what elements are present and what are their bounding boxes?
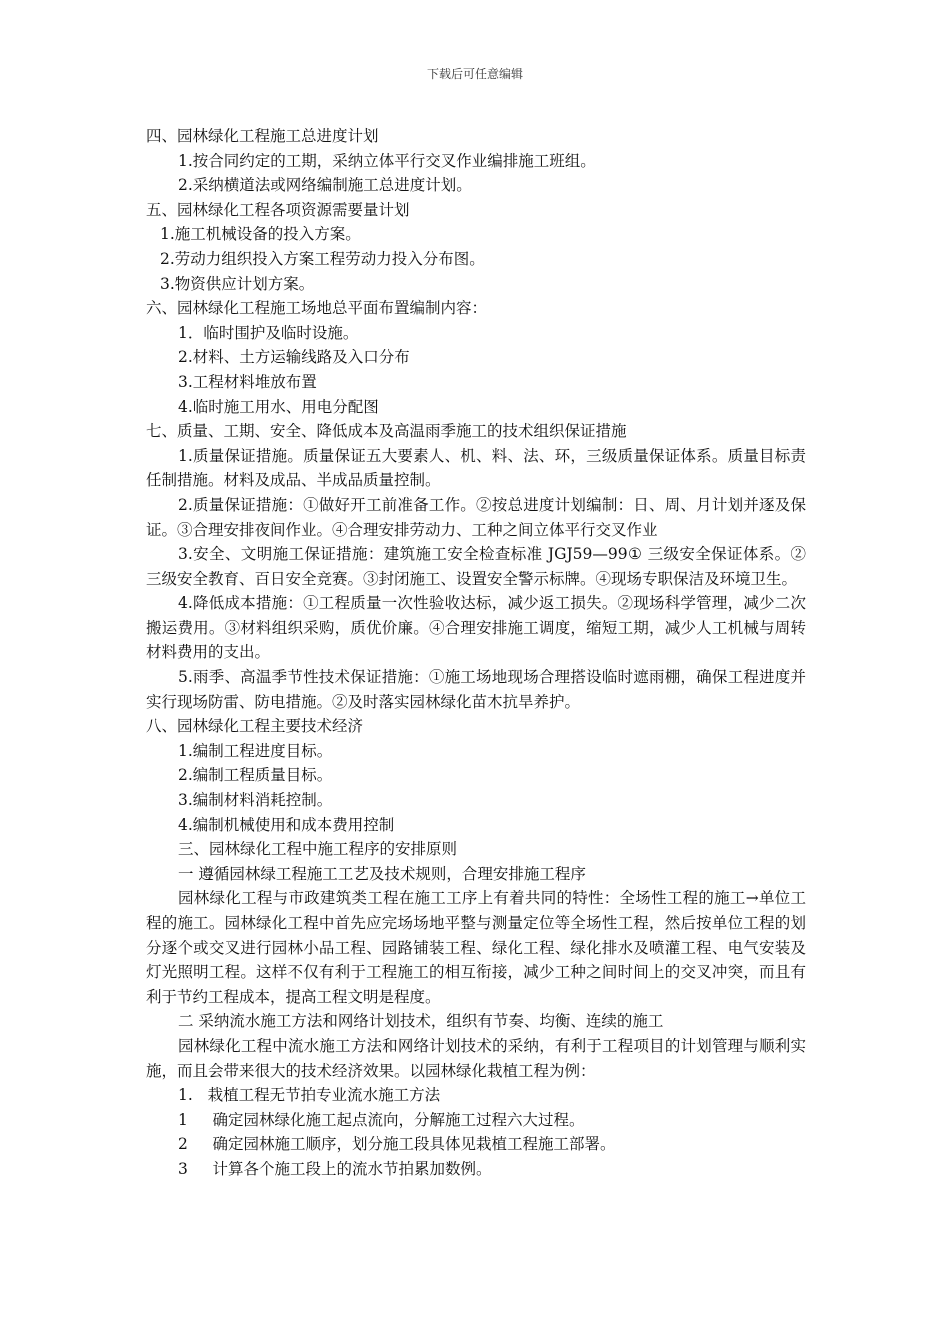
list-item: 3.物资供应计划方案。 (160, 274, 315, 293)
body-paragraph: 1.质量保证措施。质量保证五大要素人、机、料、法、环，三级质量保证体系。质量目标责任制措施。材料及成品、半成品质量控制。 (146, 446, 806, 490)
body-paragraph: 5.雨季、高温季节性技术保证措施：①施工场地现场合理搭设临时遮雨棚，确保工程进度并实行现场防雷、防电措施。②及时落实园林绿化苗木抗旱养护。 (146, 668, 806, 711)
list-item: 1.施工机械设备的投入方案。 (160, 225, 361, 244)
body-paragraph: 4.降低成本措施：①工程质量一次性验收达标，减少返工损失。②现场科学管理，减少二次搬运费用。③材料组织采购，质优价廉。④合理安排施工调度，缩短工期，减少人工机械与周转材料费用的支出。 (146, 594, 806, 662)
subsection-heading-3: 三、园林绿化工程中施工程序的安排原则 (178, 840, 458, 859)
list-item: 1．临时围护及临时设施。 (178, 323, 359, 342)
body-paragraph: 园林绿化工程与市政建筑类工程在施工工序上有着共同的特性：全场性工程的施工→单位工程的施工。园林绿化工程中首先应完场场地平整与测量定位等全场性工程，然后按单位工程的划分逐个或交叉进行园林小品工程、园路铺装工程、绿化工程、绿化排水及喷灌工程、电气安装及灯光照明工程。这样不仅有利于工程施工的相互衔接，减少工种之间时间上的交叉冲突，而且有利于节约工程成本，提高工程文明是程度。 (146, 889, 806, 1006)
list-item: 2 确定园林施工顺序，划分施工段具体见栽植工程施工部署。 (178, 1135, 616, 1154)
section-heading-6: 六、园林绿化工程施工场地总平面布置编制内容： (146, 299, 488, 318)
list-item: 2.材料、土方运输线路及入口分布 (178, 348, 410, 367)
body-paragraph: 2.质量保证措施：①做好开工前准备工作。②按总进度计划编制：日、周、月计划并逐及保证。③合理安排夜间作业。④合理安排劳动力、工种之间立体平行交叉作业 (146, 495, 806, 539)
subsection-heading-1: 一 遵循园林绿工程施工工艺及技术规则，合理安排施工程序 (178, 864, 586, 883)
subsection-heading-2: 二 采纳流水施工方法和网络计划技术，组织有节奏、均衡、连续的施工 (178, 1012, 664, 1031)
list-item: 2.采纳横道法或网络编制施工总进度计划。 (178, 176, 472, 195)
list-item: 4.临时施工用水、用电分配图 (178, 397, 379, 416)
list-item: 1. 栽植工程无节拍专业流水施工方法 (178, 1086, 441, 1105)
body-paragraph: 园林绿化工程中流水施工方法和网络计划技术的采纳，有利于工程项目的计划管理与顺利实施，而且会带来很大的技术经济效果。以园林绿化栽植工程为例： (146, 1036, 806, 1080)
section-heading-5: 五、园林绿化工程各项资源需要量计划 (146, 200, 410, 219)
list-item: 2.劳动力组织投入方案工程劳动力投入分布图。 (160, 249, 485, 268)
section-heading-8: 八、园林绿化工程主要技术经济 (146, 717, 364, 736)
section-heading-4: 四、园林绿化工程施工总进度计划 (146, 127, 379, 145)
list-item: 3.编制材料消耗控制。 (178, 791, 333, 810)
list-item: 1.编制工程进度目标。 (178, 741, 333, 760)
page-header: 下载后可任意编辑 (426, 67, 523, 81)
document-body (146, 124, 806, 1182)
list-item: 1 确定园林绿化施工起点流向，分解施工过程六大过程。 (178, 1110, 585, 1129)
body-paragraph: 3.安全、文明施工保证措施：建筑施工安全检查标准 JGJ59—99① 三级安全保证体系。②三级安全教育、百日安全竞赛。③封闭施工、设置安全警示标牌。④现场专职保洁及环境卫生。 (146, 545, 806, 588)
list-item: 3 计算各个施工段上的流水节拍累加数例。 (178, 1159, 492, 1178)
list-item: 1.按合同约定的工期，采纳立体平行交叉作业编排施工班组。 (178, 151, 596, 170)
list-item: 4.编制机械使用和成本费用控制 (178, 815, 395, 834)
section-heading-7: 七、质量、工期、安全、降低成本及高温雨季施工的技术组织保证措施 (146, 422, 627, 441)
list-item: 3.工程材料堆放布置 (178, 372, 317, 391)
list-item: 2.编制工程质量目标。 (178, 766, 333, 785)
